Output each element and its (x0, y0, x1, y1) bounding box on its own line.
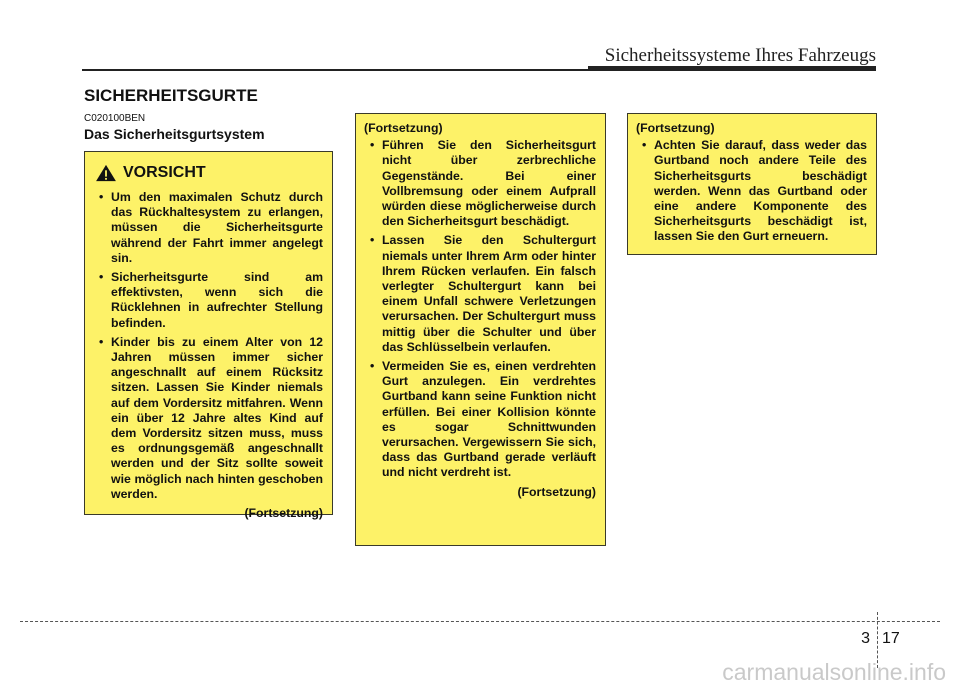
list-item: • Führen Sie den Sicherheitsgurt nicht über zerbrechliche Gegenstände. Bei einer Vollbremsung oder einem Aufprall würden diese möglicherweise durch den Sicherheitsgurt beschädigt. (364, 138, 596, 229)
list-item: • Um den maximalen Schutz durch das Rückhaltesystem zu erlangen, müssen die Sicherheitsgurte während der Fahrt immer angelegt sin. (93, 190, 323, 266)
header-title: Sicherheitssysteme Ihres Fahrzeugs (604, 45, 876, 66)
section-number: 3 (861, 630, 870, 647)
continued-label: (Fortsetzung) (244, 506, 323, 521)
section-title: SICHERHEITSGURTE (84, 86, 258, 105)
footer-rule (20, 621, 940, 622)
caution-box-2 (355, 113, 606, 546)
list-item: • Sicherheitsgurte sind am effektivsten, wenn sich die Rücklehnen in aufrechter Stellung befinden. (93, 270, 323, 331)
warning-header (93, 164, 323, 182)
list-item: • Lassen Sie den Schultergurt niemals unter Ihrem Arm oder hinter Ihrem Rücken verlaufen. Ein falsch verlegter Schultergurt kann bei einem Unfall schwere Verletzungen verursachen. Der Schultergurt muss mittig über die Schulter und über das Schlüsselbein verlaufen. (364, 233, 596, 355)
watermark: carmanualsonline.info (722, 659, 946, 685)
list-item: • Vermeiden Sie es, einen verdrehten Gurt anzulegen. Ein verdrehtes Gurtband kann seine Funktion nicht erfüllen. Bei einer Kollision könnte es sogar Schnittwunden verursachen. Vergewissern Sie sich, dass das Gurtband gerade verläuft und nicht verdreht ist. (364, 359, 596, 481)
warning-label: VORSICHT (123, 164, 206, 182)
continued-label: (Fortsetzung) (517, 484, 596, 499)
doc-subtitle: Das Sicherheitsgurtsystem (84, 126, 265, 142)
continued-top-label: (Fortsetzung) (636, 121, 715, 135)
caution-list (636, 138, 867, 244)
caution-list (93, 190, 323, 502)
caution-list (364, 138, 596, 480)
page-number: 17 (882, 630, 900, 647)
doc-code: C020100BEN (84, 113, 146, 124)
header-rule-accent (588, 66, 876, 71)
continued-top-label: (Fortsetzung) (364, 121, 443, 135)
warning-triangle-icon (95, 164, 117, 182)
list-item: • Achten Sie darauf, dass weder das Gurtband noch andere Teile des Sicherheitsgurts beschädigt werden. Wenn das Gurtband oder eine andere Komponente des Sicherheitsgurts beschädigt ist, lassen Sie den Gurt erneuern. (636, 138, 867, 244)
caution-box-1 (84, 151, 333, 521)
list-item: • Kinder bis zu einem Alter von 12 Jahren müssen immer sicher angeschnallt auf einem Rücksitz sitzen. Lassen Sie Kinder niemals auf dem Vordersitz mitfahren. Wenn ein über 12 Jahre altes Kind auf dem Vordersitz sitzen muss, muss es ordnungsgemäß angeschnallt werden und der Sitz sollte soweit wie möglich nach hinten geschoben werden. (93, 335, 323, 502)
caution-box-3 (627, 113, 877, 255)
